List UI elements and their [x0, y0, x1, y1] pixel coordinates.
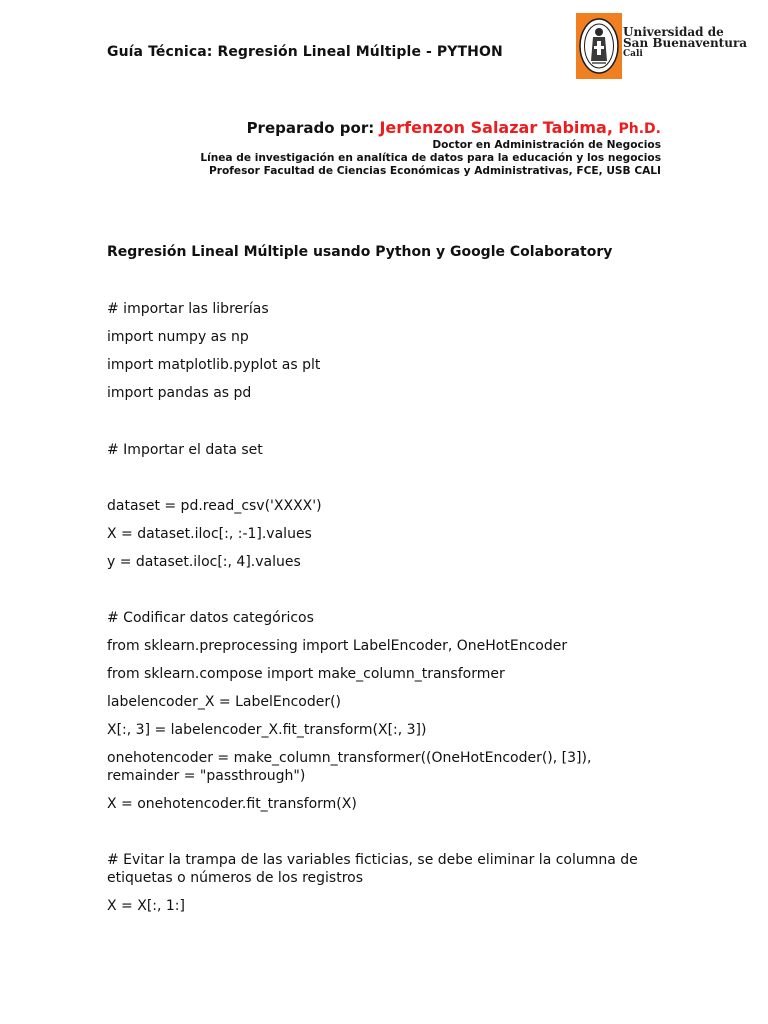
- logo-line-2: San Buenaventura: [623, 36, 748, 50]
- section-title: Regresión Lineal Múltiple usando Python y Google Colaboratory: [107, 244, 613, 260]
- code-line: # Codificar datos categóricos: [107, 610, 314, 626]
- code-line: from sklearn.preprocessing import LabelEncoder, OneHotEncoder: [107, 638, 568, 654]
- code-line: X[:, 3] = labelencoder_X.fit_transform(X[:, 3]): [107, 722, 427, 738]
- code-line: y = dataset.iloc[:, 4].values: [107, 554, 301, 570]
- author-name: Jerfenzon Salazar Tabima,: [379, 118, 613, 137]
- logo-line-3: Cali: [623, 49, 643, 59]
- author-block: [200, 118, 661, 178]
- author-suffix: Ph.D.: [618, 121, 661, 137]
- code-line: onehotencoder = make_column_transformer((OneHotEncoder(), [3]), remainder = "passthrough"): [107, 750, 592, 784]
- author-credential-research: Línea de investigación en analítica de datos para la educación y los negocios: [200, 152, 661, 164]
- author-credential-position: Profesor Facultad de Ciencias Económicas y Administrativas, FCE, USB CALI: [209, 165, 661, 177]
- author-line: [200, 118, 661, 137]
- header-title: Guía Técnica: Regresión Lineal Múltiple - PYTHON: [107, 44, 503, 60]
- logo-line-1: Universidad de: [623, 25, 724, 39]
- code-line: import matplotlib.pyplot as plt: [107, 357, 321, 373]
- author-prefix: Preparado por:: [246, 119, 375, 137]
- author-credential-degree: Doctor en Administración de Negocios: [432, 139, 661, 151]
- code-line: X = onehotencoder.fit_transform(X): [107, 796, 357, 812]
- code-line: X = X[:, 1:]: [107, 898, 185, 914]
- code-line: # Evitar la trampa de las variables ficticias, se debe eliminar la columna de etiquetas o números de los registros: [107, 852, 638, 886]
- code-block: [107, 300, 667, 915]
- code-line: import pandas as pd: [107, 385, 252, 401]
- code-line: from sklearn.compose import make_column_transformer: [107, 666, 505, 682]
- university-logo: [576, 13, 748, 79]
- code-line: labelencoder_X = LabelEncoder(): [107, 694, 342, 710]
- code-line: # Importar el data set: [107, 442, 263, 458]
- university-seal-icon: [576, 13, 622, 79]
- code-line: import numpy as np: [107, 329, 249, 345]
- code-line: dataset = pd.read_csv('XXXX'): [107, 498, 322, 514]
- code-line: X = dataset.iloc[:, :-1].values: [107, 526, 312, 542]
- code-line: # importar las librerías: [107, 301, 269, 317]
